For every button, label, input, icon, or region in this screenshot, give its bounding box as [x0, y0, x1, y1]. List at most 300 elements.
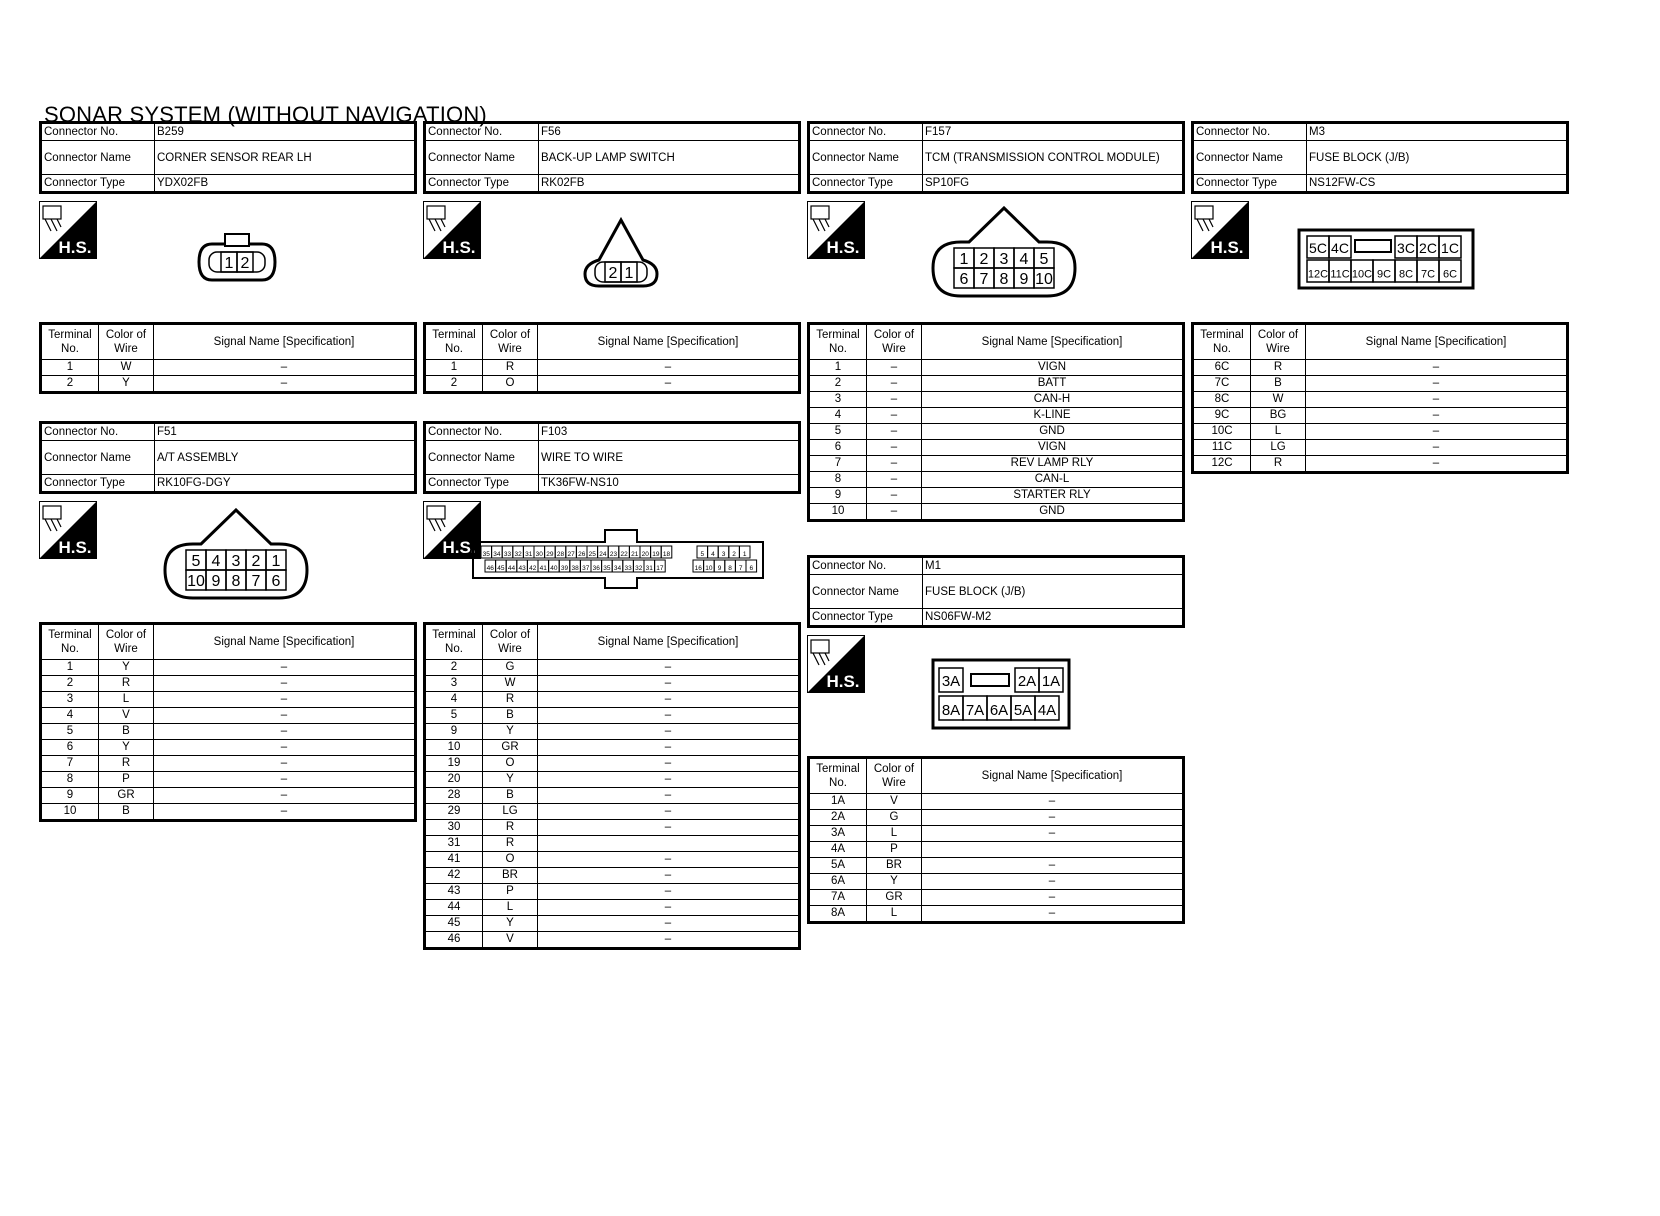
col-terminal-header: Terminal No.	[1193, 324, 1251, 360]
pin-label: 7	[979, 271, 989, 288]
color-cell: LG	[1251, 440, 1306, 456]
table-row	[809, 842, 1184, 858]
color-cell: –	[867, 376, 922, 392]
color-cell: –	[867, 472, 922, 488]
color-cell: Y	[483, 724, 538, 740]
connector-number-value: F157	[923, 123, 1184, 141]
color-cell: B	[1251, 376, 1306, 392]
color-cell: R	[1251, 456, 1306, 473]
connector-type-label: Connector Type	[425, 475, 539, 493]
color-cell: L	[99, 692, 154, 708]
pin-label: 3C	[1397, 240, 1415, 256]
table-row	[809, 440, 1184, 456]
color-cell: V	[99, 708, 154, 724]
table-row	[425, 820, 800, 836]
terminal-cell: 20	[425, 772, 483, 788]
table-row	[41, 676, 416, 692]
signal-cell: GND	[922, 424, 1184, 440]
terminal-cell: 28	[425, 788, 483, 804]
pin-label: 3	[721, 551, 726, 558]
connector-block-f157	[807, 121, 1185, 522]
connector-name-value: FUSE BLOCK (J/B)	[1307, 141, 1568, 175]
color-cell: L	[867, 826, 922, 842]
color-cell: –	[867, 488, 922, 504]
terminal-cell: 4A	[809, 842, 867, 858]
connector-face-diagram	[471, 528, 765, 590]
pin-label: 8	[231, 573, 241, 590]
terminal-table	[807, 322, 1185, 522]
table-row	[41, 376, 416, 393]
table-row	[809, 360, 1184, 376]
color-cell: G	[867, 810, 922, 826]
terminal-cell: 3	[41, 692, 99, 708]
color-cell: LG	[483, 804, 538, 820]
signal-cell: STARTER RLY	[922, 488, 1184, 504]
signal-cell: –	[154, 660, 416, 676]
pin-label: 25	[588, 551, 596, 558]
terminal-cell: 3	[425, 676, 483, 692]
terminal-cell: 12C	[1193, 456, 1251, 473]
signal-cell: –	[154, 740, 416, 756]
pin-label: 28	[556, 551, 565, 558]
pin-label: 29	[546, 551, 554, 558]
color-cell: B	[483, 788, 538, 804]
color-cell: Y	[483, 916, 538, 932]
connector-type-value: TK36FW-NS10	[539, 475, 800, 493]
pin-label: 10	[1035, 271, 1053, 288]
color-cell: GR	[867, 890, 922, 906]
color-cell: R	[99, 676, 154, 692]
pin-label: 4C	[1331, 240, 1349, 256]
terminal-cell: 10	[809, 504, 867, 521]
connector-type-value: RK02FB	[539, 175, 800, 193]
table-row	[41, 660, 416, 676]
connector-type-label: Connector Type	[425, 175, 539, 193]
connector-block-f103	[423, 421, 801, 950]
col-signal-header: Signal Name [Specification]	[922, 758, 1184, 794]
terminal-cell: 1A	[809, 794, 867, 810]
connector-info-table	[1191, 121, 1569, 194]
connector-name-label: Connector Name	[809, 575, 923, 609]
pin-label: 8	[999, 271, 1009, 288]
signal-cell: –	[922, 858, 1184, 874]
signal-cell: –	[538, 884, 800, 900]
table-row	[41, 772, 416, 788]
pin-label: 3	[231, 553, 241, 570]
pin-label: 5C	[1309, 240, 1327, 256]
terminal-cell: 3A	[809, 826, 867, 842]
pin-label: 4	[711, 551, 715, 558]
pin-label: 19	[652, 551, 660, 558]
table-row	[41, 740, 416, 756]
pin-label: 35	[603, 565, 611, 572]
terminal-cell: 10	[41, 804, 99, 821]
connector-type-value: NS12FW-CS	[1307, 175, 1568, 193]
color-cell: P	[483, 884, 538, 900]
pin-label: 33	[624, 565, 632, 572]
connector-face-area	[39, 194, 417, 322]
table-row	[425, 756, 800, 772]
table-row	[809, 488, 1184, 504]
signal-cell: BATT	[922, 376, 1184, 392]
signal-cell: –	[538, 868, 800, 884]
color-cell: Y	[483, 772, 538, 788]
terminal-cell: 41	[425, 852, 483, 868]
signal-cell: –	[538, 660, 800, 676]
signal-cell: –	[922, 810, 1184, 826]
color-cell: –	[867, 504, 922, 521]
signal-cell: –	[154, 376, 416, 393]
pin-label: 2	[979, 251, 989, 268]
pin-label: 6C	[1442, 268, 1458, 281]
connector-name-label: Connector Name	[41, 141, 155, 175]
color-cell: B	[99, 724, 154, 740]
table-row	[809, 794, 1184, 810]
signal-cell: –	[1306, 360, 1568, 376]
terminal-cell: 2	[809, 376, 867, 392]
connector-info-table	[39, 121, 417, 194]
color-cell: BR	[867, 858, 922, 874]
terminal-cell: 30	[425, 820, 483, 836]
signal-cell: –	[538, 360, 800, 376]
col-signal-header: Signal Name [Specification]	[922, 324, 1184, 360]
pin-label: 9C	[1376, 268, 1392, 281]
signal-cell: CAN-L	[922, 472, 1184, 488]
lock-tab	[1355, 240, 1391, 252]
terminal-cell: 4	[425, 692, 483, 708]
pin-label: 44	[507, 565, 516, 572]
pin-label: 7	[251, 573, 261, 590]
terminal-cell: 6	[809, 440, 867, 456]
terminal-cell: 1	[809, 360, 867, 376]
col-terminal-header: Terminal No.	[809, 758, 867, 794]
connector-name-value: WIRE TO WIRE	[539, 441, 800, 475]
terminal-cell: 7	[41, 756, 99, 772]
pin-label: 4	[211, 553, 221, 570]
pin-label: 2	[251, 553, 261, 570]
connector-info-table	[423, 421, 801, 494]
signal-cell: –	[538, 724, 800, 740]
pin-label: 2A	[1017, 673, 1037, 690]
terminal-cell: 6C	[1193, 360, 1251, 376]
connector-type-value: SP10FG	[923, 175, 1184, 193]
connector-number-label: Connector No.	[1193, 123, 1307, 141]
pin-label: 34	[613, 565, 622, 572]
connector-name-value: BACK-UP LAMP SWITCH	[539, 141, 800, 175]
harness-side-icon	[1191, 201, 1249, 259]
table-row	[425, 836, 800, 852]
table-row	[809, 376, 1184, 392]
pin-label: 39	[560, 565, 569, 572]
table-row	[1193, 440, 1568, 456]
pin-label: 31	[645, 565, 653, 572]
pin-label: 1	[271, 553, 281, 570]
hs-label: H.S.	[826, 238, 860, 257]
harness-side-icon	[807, 201, 865, 259]
pin-label: 21	[631, 551, 639, 558]
pin-label: 16	[694, 565, 702, 572]
color-cell: B	[99, 804, 154, 821]
terminal-table	[1191, 322, 1569, 474]
pin-label: 35	[482, 551, 490, 558]
signal-cell: –	[1306, 424, 1568, 440]
pin-label: 40	[550, 565, 558, 572]
col-color-header: Color of Wire	[483, 624, 538, 660]
pin-label: 31	[525, 551, 533, 558]
terminal-cell: 5	[41, 724, 99, 740]
signal-cell: K-LINE	[922, 408, 1184, 424]
connector-name-value: A/T ASSEMBLY	[155, 441, 416, 475]
signal-cell: –	[154, 692, 416, 708]
signal-cell: –	[922, 906, 1184, 923]
connector-face-diagram	[581, 216, 661, 288]
terminal-table	[423, 322, 801, 394]
table-row	[425, 916, 800, 932]
terminal-cell: 2A	[809, 810, 867, 826]
connector-face-area	[423, 194, 801, 322]
connector-name-label: Connector Name	[425, 441, 539, 475]
signal-cell: –	[1306, 408, 1568, 424]
signal-cell: –	[922, 874, 1184, 890]
connector-face-area	[39, 494, 417, 622]
signal-cell: –	[538, 756, 800, 772]
pin-label: 1C	[1441, 240, 1459, 256]
connector-number-value: F103	[539, 423, 800, 441]
pin-label: 27	[567, 551, 575, 558]
terminal-cell: 8	[41, 772, 99, 788]
color-cell: W	[99, 360, 154, 376]
terminal-cell: 7C	[1193, 376, 1251, 392]
connector-face-area	[423, 494, 801, 622]
signal-cell: –	[154, 708, 416, 724]
table-row	[425, 772, 800, 788]
connector-type-label: Connector Type	[809, 175, 923, 193]
signal-cell	[538, 836, 800, 852]
pin-label: 33	[503, 551, 512, 558]
color-cell: Y	[99, 376, 154, 393]
table-row	[425, 724, 800, 740]
col-color-header: Color of Wire	[483, 324, 538, 360]
color-cell: O	[483, 756, 538, 772]
signal-cell: –	[1306, 376, 1568, 392]
table-row	[425, 932, 800, 949]
color-cell: –	[867, 408, 922, 424]
color-cell: B	[483, 708, 538, 724]
pin-label: 12C	[1307, 268, 1329, 281]
signal-cell: –	[154, 756, 416, 772]
signal-cell: –	[538, 708, 800, 724]
table-row	[425, 852, 800, 868]
pin-label: 2C	[1419, 240, 1437, 256]
col-signal-header: Signal Name [Specification]	[154, 624, 416, 660]
terminal-cell: 1	[41, 660, 99, 676]
pin-label: 5	[191, 553, 201, 570]
terminal-cell: 2	[41, 376, 99, 393]
color-cell: –	[867, 424, 922, 440]
color-cell: P	[867, 842, 922, 858]
table-row	[809, 392, 1184, 408]
hs-label: H.S.	[58, 538, 92, 557]
connector-name-value: TCM (TRANSMISSION CONTROL MODULE)	[923, 141, 1184, 175]
color-cell: –	[867, 456, 922, 472]
signal-cell: CAN-H	[922, 392, 1184, 408]
terminal-cell: 8	[809, 472, 867, 488]
signal-cell: –	[154, 724, 416, 740]
pin-label: 1A	[1041, 673, 1061, 690]
pin-label: 6	[749, 565, 754, 572]
col-color-header: Color of Wire	[99, 624, 154, 660]
table-row	[809, 858, 1184, 874]
terminal-cell: 45	[425, 916, 483, 932]
connector-face-diagram	[929, 206, 1079, 298]
signal-cell: –	[538, 740, 800, 756]
hs-label: H.S.	[1210, 238, 1244, 257]
connector-name-value: FUSE BLOCK (J/B)	[923, 575, 1184, 609]
pin-label: 36	[592, 565, 600, 572]
terminal-cell: 1	[425, 360, 483, 376]
pin-label: 3A	[941, 673, 961, 690]
pin-label: 30	[535, 551, 543, 558]
signal-cell: REV LAMP RLY	[922, 456, 1184, 472]
pin-label: 7C	[1420, 268, 1436, 281]
connector-number-label: Connector No.	[41, 123, 155, 141]
terminal-cell: 6	[41, 740, 99, 756]
table-row	[1193, 424, 1568, 440]
color-cell: –	[867, 440, 922, 456]
col-terminal-header: Terminal No.	[809, 324, 867, 360]
terminal-cell: 5	[809, 424, 867, 440]
terminal-cell: 44	[425, 900, 483, 916]
terminal-cell: 9C	[1193, 408, 1251, 424]
terminal-cell: 9	[809, 488, 867, 504]
table-row	[425, 692, 800, 708]
color-cell: W	[483, 676, 538, 692]
pin-label: 37	[582, 565, 590, 572]
connector-block-m3	[1191, 121, 1569, 474]
signal-cell: –	[538, 932, 800, 949]
pin-label: 6	[959, 271, 969, 288]
signal-cell: –	[538, 788, 800, 804]
terminal-cell: 9	[41, 788, 99, 804]
terminal-cell: 3	[809, 392, 867, 408]
pin-label: 8	[728, 565, 732, 572]
col-signal-header: Signal Name [Specification]	[154, 324, 416, 360]
terminal-cell: 46	[425, 932, 483, 949]
hs-label: H.S.	[442, 538, 476, 557]
hs-label: H.S.	[826, 672, 860, 691]
col-terminal-header: Terminal No.	[41, 324, 99, 360]
pin-label: 8A	[941, 702, 961, 720]
color-cell: Y	[99, 660, 154, 676]
connector-block-f56	[423, 121, 801, 394]
color-cell: R	[483, 820, 538, 836]
signal-cell: –	[538, 692, 800, 708]
color-cell: R	[1251, 360, 1306, 376]
pin-label: 1	[224, 255, 234, 272]
color-cell: R	[483, 836, 538, 852]
terminal-cell: 6A	[809, 874, 867, 890]
color-cell: P	[99, 772, 154, 788]
pin-label: 46	[486, 565, 494, 572]
connector-name-label: Connector Name	[41, 441, 155, 475]
color-cell: GR	[483, 740, 538, 756]
signal-cell: –	[538, 916, 800, 932]
pin-label: 2	[608, 265, 618, 282]
terminal-table	[39, 622, 417, 822]
terminal-cell: 2	[425, 376, 483, 393]
terminal-cell: 4	[809, 408, 867, 424]
terminal-cell: 5A	[809, 858, 867, 874]
signal-cell: –	[154, 676, 416, 692]
connector-face-area	[807, 194, 1185, 322]
connector-type-label: Connector Type	[41, 475, 155, 493]
table-row	[425, 676, 800, 692]
signal-cell: –	[538, 804, 800, 820]
table-row	[425, 660, 800, 676]
terminal-cell: 8A	[809, 906, 867, 923]
pin-label: 8C	[1398, 268, 1414, 281]
pin-label: 6A	[989, 702, 1009, 720]
table-row	[809, 826, 1184, 842]
table-row	[1193, 408, 1568, 424]
pin-label: 38	[571, 565, 579, 572]
terminal-table	[39, 322, 417, 394]
color-cell: L	[1251, 424, 1306, 440]
pin-label: 45	[497, 565, 505, 572]
hs-label: H.S.	[442, 238, 476, 257]
color-cell: G	[483, 660, 538, 676]
pin-label: 42	[529, 565, 537, 572]
connector-face-diagram	[931, 658, 1073, 732]
table-row	[425, 708, 800, 724]
table-row	[425, 360, 800, 376]
table-row	[1193, 360, 1568, 376]
connector-face-area	[1191, 194, 1569, 322]
color-cell: –	[867, 360, 922, 376]
table-row	[41, 360, 416, 376]
terminal-cell: 4	[41, 708, 99, 724]
color-cell: R	[483, 360, 538, 376]
col-signal-header: Signal Name [Specification]	[538, 324, 800, 360]
pin-label: 5A	[1013, 702, 1033, 720]
connector-number-label: Connector No.	[425, 123, 539, 141]
pin-label: 18	[662, 551, 671, 558]
connector-face-area	[807, 628, 1185, 756]
connector-block-b259	[39, 121, 417, 394]
terminal-cell: 5	[425, 708, 483, 724]
pin-label: 7	[738, 565, 743, 572]
connector-type-label: Connector Type	[41, 175, 155, 193]
table-row	[809, 472, 1184, 488]
color-cell: BR	[483, 868, 538, 884]
connector-number-value: B259	[155, 123, 416, 141]
table-row	[425, 884, 800, 900]
table-row	[809, 504, 1184, 521]
color-cell: L	[867, 906, 922, 923]
harness-side-icon	[39, 501, 97, 559]
table-row	[809, 810, 1184, 826]
terminal-cell: 9	[425, 724, 483, 740]
table-row	[41, 692, 416, 708]
table-row	[809, 906, 1184, 923]
col-color-header: Color of Wire	[867, 758, 922, 794]
table-row	[425, 804, 800, 820]
terminal-cell: 42	[425, 868, 483, 884]
terminal-cell: 10C	[1193, 424, 1251, 440]
terminal-cell: 19	[425, 756, 483, 772]
signal-cell: –	[1306, 456, 1568, 473]
connector-type-value: NS06FW-M2	[923, 609, 1184, 627]
